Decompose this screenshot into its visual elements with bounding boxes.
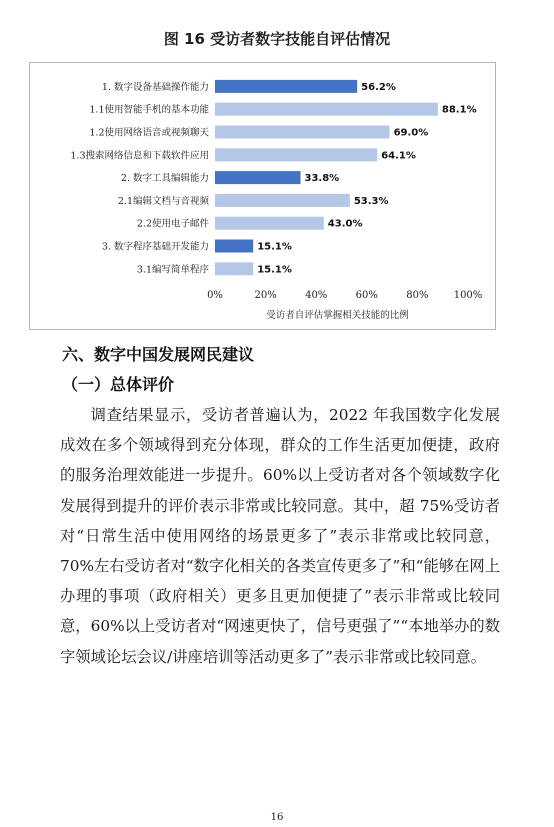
- x-tick-label: 40%: [305, 290, 328, 302]
- category-label: 3. 数字程序基础开发能力: [101, 241, 209, 253]
- bar: [215, 103, 438, 116]
- data-label: 33.8%: [304, 173, 340, 185]
- x-tick-label: 60%: [355, 290, 378, 302]
- bar: [215, 126, 390, 139]
- data-label: 69.0%: [393, 127, 429, 139]
- bar: [215, 80, 357, 93]
- category-label: 2.2使用电子邮件: [136, 218, 209, 230]
- category-label: 3.1编写简单程序: [136, 264, 209, 276]
- x-tick-label: 100%: [453, 290, 483, 302]
- x-tick-label: 20%: [254, 290, 277, 302]
- bar: [215, 217, 324, 230]
- data-label: 43.0%: [327, 218, 363, 230]
- bar: [215, 171, 301, 184]
- data-label: 64.1%: [381, 150, 416, 162]
- bar: [215, 194, 350, 207]
- category-label: 1. 数字设备基础操作能力: [101, 81, 209, 93]
- x-axis-title: 受访者自评估掌握相关技能的比例: [266, 310, 409, 322]
- bar-chart-svg: [30, 63, 497, 331]
- bar: [215, 148, 377, 161]
- data-label: 56.2%: [361, 81, 396, 93]
- category-label: 2.1编辑文档与音视频: [117, 195, 209, 207]
- data-label: 15.1%: [257, 264, 292, 276]
- section-subheading: （一）总体评价: [62, 375, 175, 394]
- x-tick-label: 80%: [406, 290, 429, 302]
- x-tick-label: 0%: [207, 290, 223, 302]
- figure-title: 图 16 受访者数字技能自评估情况: [163, 30, 391, 48]
- bar: [215, 240, 253, 253]
- category-label: 1.3搜索网络信息和下载软件应用: [70, 150, 209, 162]
- section-heading: 六、数字中国发展网民建议: [62, 345, 255, 364]
- bar-chart: [29, 62, 496, 330]
- category-label: 1.2使用网络语音或视频聊天: [89, 127, 209, 139]
- data-label: 88.1%: [441, 104, 477, 116]
- category-label: 2. 数字工具编辑能力: [120, 173, 209, 185]
- body-paragraph: 调查结果显示，受访者普遍认为，2022 年我国数字化发展成效在多个领域得到充分体现，群众的工作生活更加便捷，政府的服务治理效能进一步提升。60%以上受访者对各个领域数字化发展得到提升的评价表示非常或比较同意。其中，超 75%受访者对“日常生活中使用网络的场景更多了”表示非常或比较同意，70%左右受访者对“数字化相关的各类宣传更多了”和“能够在网上办理的事项（政府相关）更多且更加便捷了”表示非常或比较同意，60%以上受访者对“网速更快了，信号更强了”“本地举办的数字领域论坛会议/讲座培训等活动更多了”表示非常或比较同意。: [60, 406, 500, 666]
- data-label: 15.1%: [257, 241, 292, 253]
- data-label: 53.3%: [353, 195, 389, 207]
- bar: [215, 262, 253, 275]
- page-number: 16: [270, 812, 284, 823]
- category-label: 1.1使用智能手机的基本功能: [89, 104, 209, 116]
